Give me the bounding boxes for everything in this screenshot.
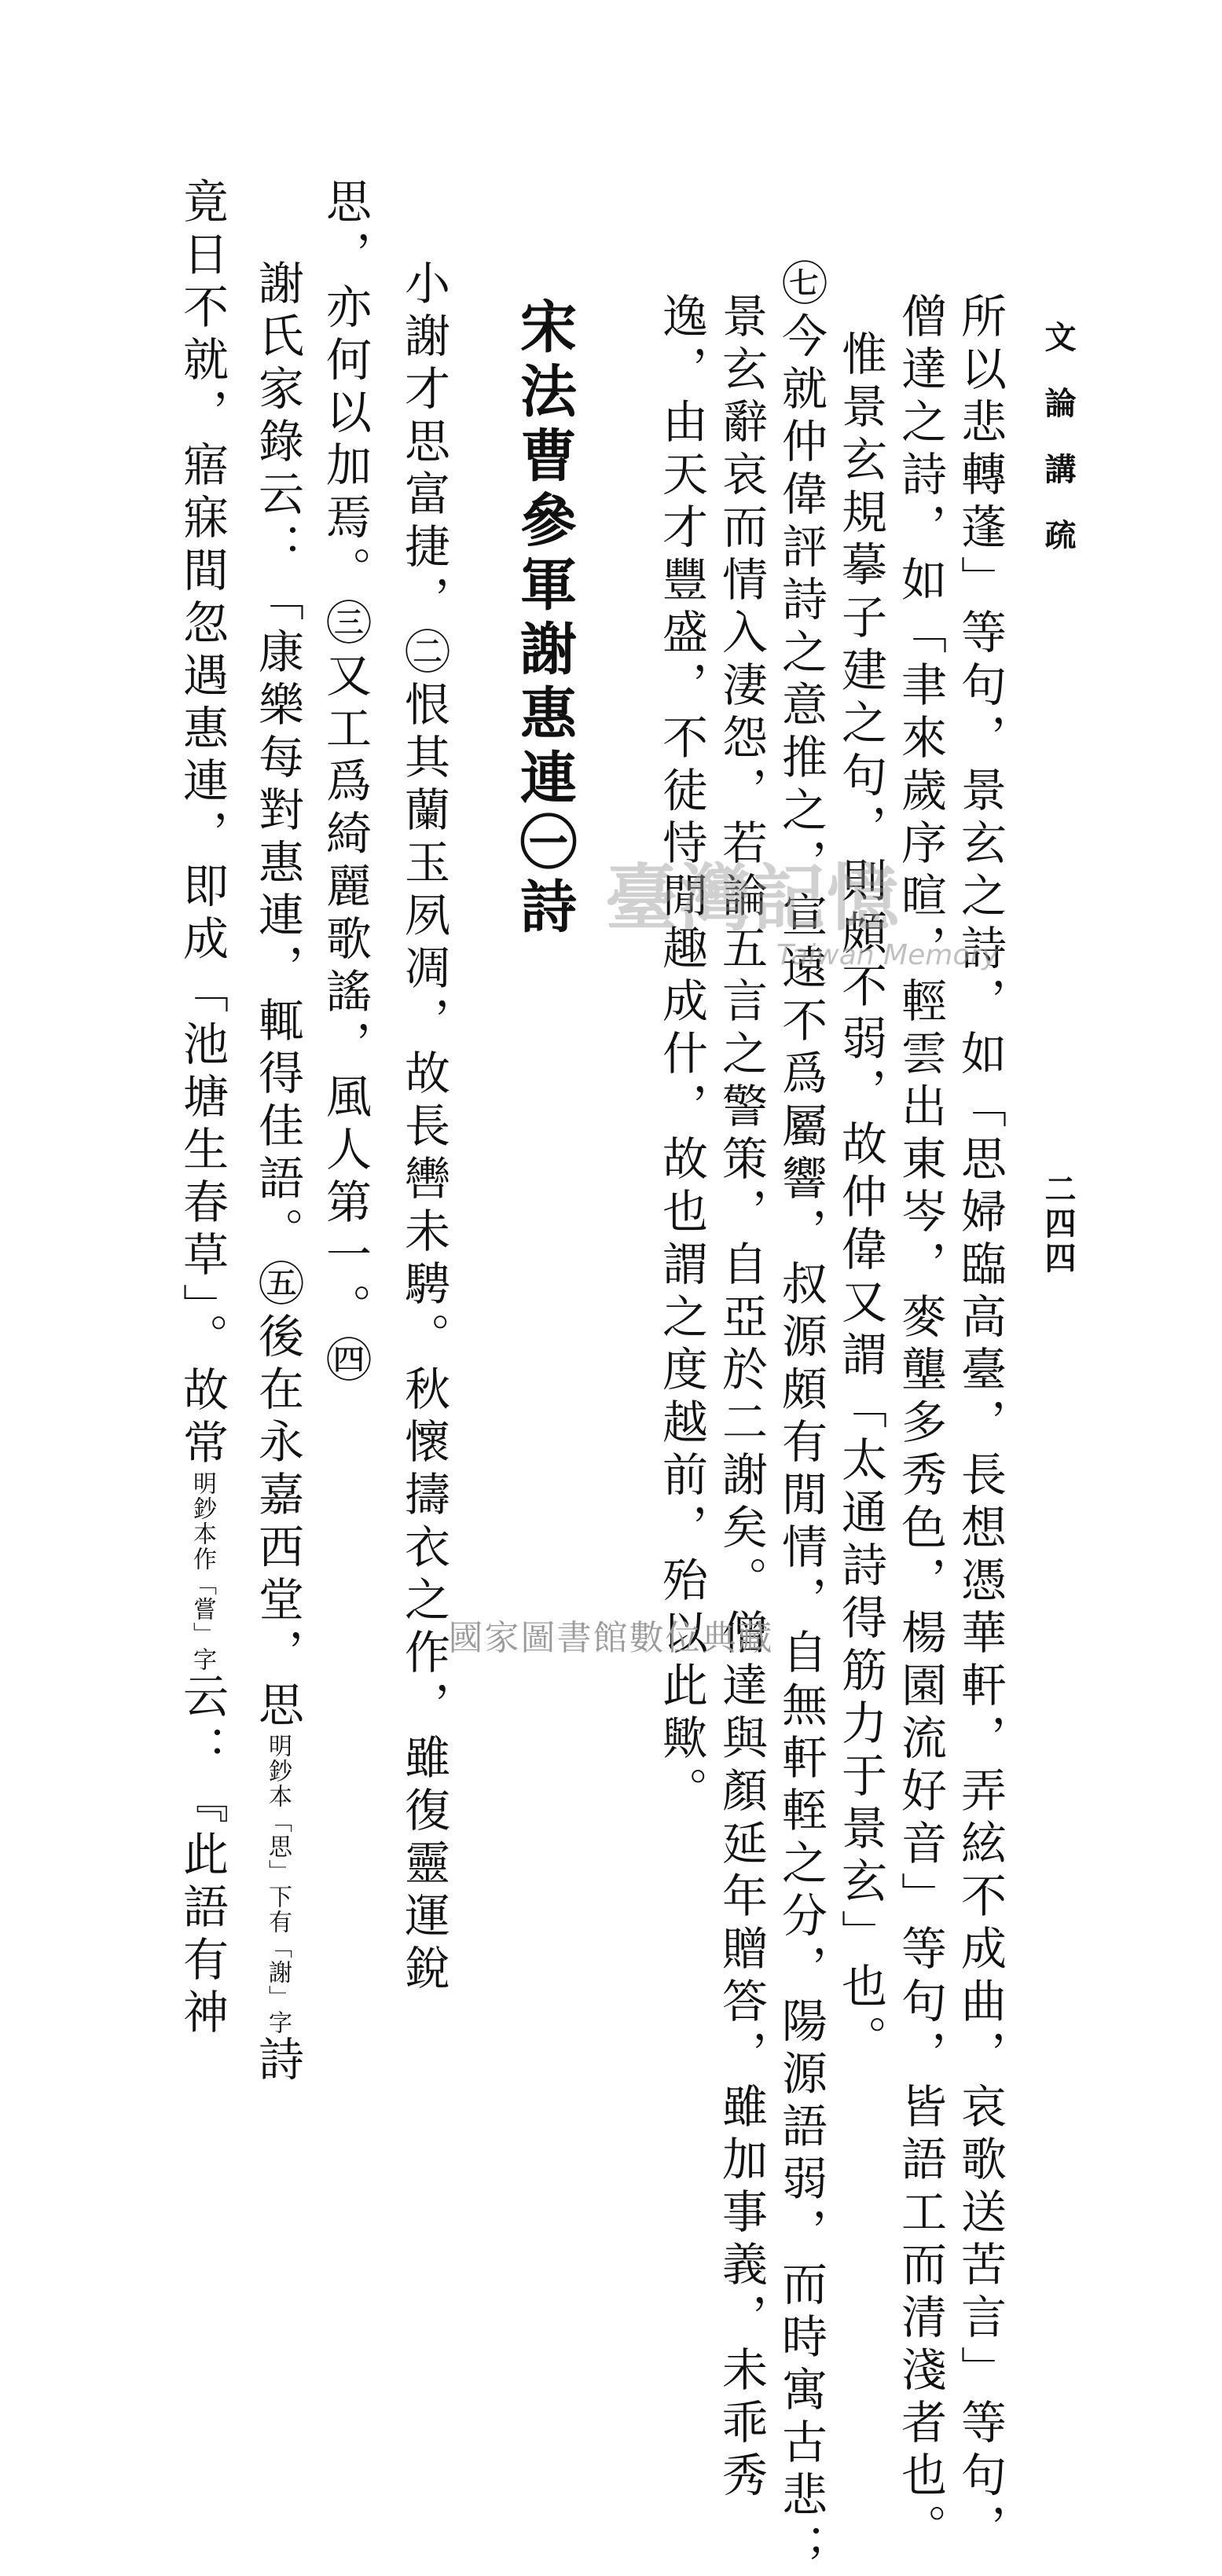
text-segment: 謝氏家錄云：「康樂每對惠連，輒得佳語。㊄後在永嘉西堂，思	[251, 259, 304, 1734]
editorial-note: 明鈔本作「嘗」字	[189, 1471, 216, 1672]
text-column	[175, 178, 229, 2041]
editorial-note: 明鈔本「思」下有「謝」字	[264, 1734, 292, 2035]
page-number: 二四四	[1040, 1172, 1077, 1276]
text-column: 小謝才思富捷，㊁恨其蘭玉夙凋，故長轡未騁。秋懷擣衣之作，雖復靈運銳	[397, 259, 450, 1997]
text-column: ㊆今就仲偉評詩之意推之，宣遠不爲屬響，叔源頗有閒情，自無軒輊之分，陽源語弱，而時寓古悲；	[774, 259, 828, 2576]
text-segment: 云：『此語有神	[175, 1672, 229, 2041]
section-title: 宋法曹參軍謝惠連㊀詩	[511, 297, 578, 941]
text-column: 所以悲轉蓬」等句，景玄之詩，如「思婦臨高臺，長想憑華軒，弄絃不成曲，哀歌送苦言」等句，	[953, 292, 1007, 2556]
library-footer: 國家圖書館數位典藏	[448, 1618, 774, 1658]
watermark-subtext: Taiwan Memory	[776, 939, 999, 971]
text-segment: 竟日不就，寤寐間忽遇惠連，即成「池塘生春草」。故常	[175, 178, 229, 1471]
text-column: 思，亦何以加焉。㊂又工爲綺麗歌謠，風人第一。㊃	[318, 178, 372, 1389]
text-segment: 詩	[251, 2035, 304, 2088]
text-column: 惟景玄規摹子建之句，則頗不弱，故仲偉又謂「太通詩得筋力于景玄」也。	[834, 330, 887, 2068]
watermark-logo: 臺灣記憶	[605, 856, 901, 941]
text-column: 景玄辭哀而情入淒怨，若論五言之警策，自亞於二謝矣。僧達與顏延年贈答，雖加事義，未乖秀	[714, 292, 768, 2504]
text-column: 僧達之詩，如「聿來歲序暄，輕雲出東岑，麥壟多秀色，楊園流好音」等句，皆語工而清淺者也。	[894, 292, 947, 2556]
text-column: 逸，由天才豐盛，不徒恃閒趣成什，故也謂之度越前，殆以此歟。	[655, 292, 708, 1819]
book-title: 文論講疏	[1040, 321, 1077, 585]
text-column	[251, 259, 304, 2088]
